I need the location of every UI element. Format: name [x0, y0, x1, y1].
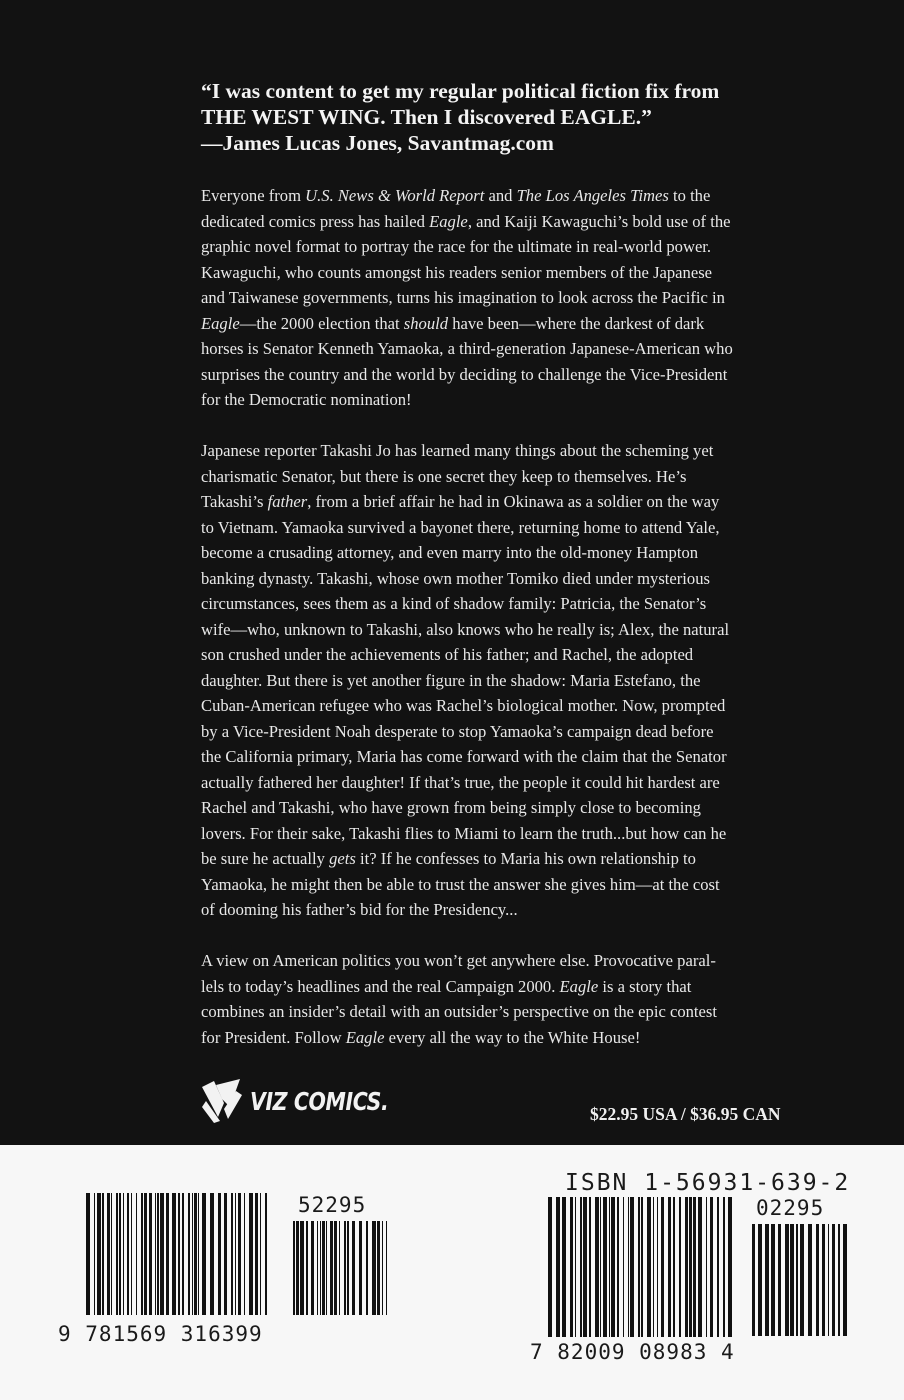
barcode-bar	[609, 1197, 610, 1337]
barcode-bar	[679, 1197, 681, 1337]
text-line	[201, 668, 821, 694]
text-run: and Taiwanese governments, turns his imagination to look across the Pacific in	[201, 288, 725, 307]
text-line	[201, 693, 821, 719]
barcode-bar	[149, 1193, 152, 1315]
barcode-bar	[556, 1197, 560, 1337]
barcode-bar	[668, 1197, 671, 1337]
barcode-bar	[548, 1197, 552, 1337]
barcode-bar	[765, 1224, 769, 1336]
text-run: Japanese reporter Takashi Jo has learned many things about the scheming yet	[201, 441, 714, 460]
barcode-bar	[595, 1197, 599, 1337]
text-line	[201, 821, 821, 847]
barcode-bar	[166, 1193, 169, 1315]
barcode-bar	[192, 1193, 193, 1315]
barcode-bar	[570, 1197, 573, 1337]
barcode-bar	[562, 1197, 566, 1337]
barcode-bar	[638, 1197, 640, 1337]
text-run: Kawaguchi, who counts amongst his readers senior members of the Japanese	[201, 262, 713, 282]
barcode-bar	[710, 1197, 713, 1337]
barcode-bar	[583, 1197, 587, 1337]
barcode-right-digits: 7 82009 08983 4	[530, 1340, 735, 1364]
barcode-bar	[265, 1193, 267, 1315]
text-run: —the 2000 election that	[239, 313, 404, 333]
barcode-bar	[260, 1193, 261, 1315]
barcode-bar	[843, 1224, 847, 1336]
barcode-bar	[157, 1193, 159, 1315]
barcode-bar	[320, 1221, 321, 1315]
text-line	[201, 795, 821, 821]
barcode-bar	[617, 1197, 619, 1337]
text-line	[201, 846, 821, 872]
barcode-bar	[832, 1224, 835, 1336]
barcode-bar	[127, 1193, 129, 1315]
barcode-bar	[828, 1224, 829, 1336]
barcode-bar	[352, 1221, 355, 1315]
barcode-bar	[647, 1197, 651, 1337]
barcode-bar	[339, 1221, 340, 1315]
text-run: for President. Follow	[201, 1027, 346, 1047]
text-run: circumstances, sees them as a kind of shadow family: Patricia, the Senator’s	[201, 594, 707, 613]
text-run: , from a brief affair he had in Okinawa as a soldier on the way	[307, 492, 720, 511]
italic-title: gets	[329, 849, 356, 868]
barcode-bar	[102, 1193, 104, 1315]
text-line	[201, 999, 821, 1025]
text-line	[201, 362, 821, 388]
text-run: lels to today’s headlines and the real Campaign 2000.	[201, 976, 560, 996]
text-run: become a crusading attorney, and even marry into the old-money Hampton	[201, 543, 699, 562]
italic-title: Eagle	[345, 1027, 385, 1047]
barcode-bar	[306, 1221, 308, 1315]
barcode-bar	[188, 1193, 190, 1315]
publisher-name: VIZ COMICS.	[250, 1086, 389, 1116]
text-run: it? If he confesses to Maria his own relationship to	[355, 849, 696, 868]
text-run: of dooming his father’s bid for the Presidency...	[201, 900, 518, 919]
barcode-bar	[238, 1193, 241, 1315]
barcode-bar	[224, 1193, 227, 1315]
text-run: graphic novel format to portray the race for the ultimate in real-world power.	[201, 237, 712, 256]
barcode-bar	[641, 1197, 643, 1337]
text-line	[201, 974, 821, 1000]
synopsis-paragraph-3	[201, 948, 821, 1050]
text-run: charismatic Senator, but there is one secret they keep to themselves. He’s	[201, 466, 687, 486]
italic-title: The Los Angeles Times	[516, 186, 669, 205]
barcode-left-addon-digits: 52295	[298, 1193, 367, 1217]
text-line	[201, 642, 821, 668]
text-line	[201, 464, 821, 490]
quote-attribution: —James Lucas Jones, Savantmag.com	[201, 131, 554, 155]
text-line	[201, 617, 821, 643]
barcode-bar	[698, 1197, 702, 1337]
text-run: wife—who, unknown to Takashi, also knows who he really is; Alex, the natural	[201, 619, 730, 639]
italic-title: Eagle	[201, 313, 240, 333]
barcode-bar	[723, 1197, 725, 1337]
barcode-bar	[758, 1224, 762, 1336]
barcode-bar	[603, 1197, 607, 1337]
barcode-bar	[141, 1193, 143, 1315]
barcode-bar	[800, 1224, 804, 1336]
text-line	[201, 438, 821, 464]
barcode-bar	[330, 1221, 333, 1315]
barcode-bar	[172, 1193, 176, 1315]
barcode-bar	[693, 1197, 696, 1337]
barcode-bar	[580, 1197, 582, 1337]
barcode-bar	[366, 1221, 368, 1315]
text-run: the California primary, Maria has come forward with the claim that the Senator	[201, 747, 727, 766]
text-run: lovers. For their sake, Takashi flies to Miami to learn the truth...but how can he	[201, 823, 727, 843]
barcode-right-addon	[752, 1224, 848, 1336]
barcode-bar	[119, 1193, 121, 1315]
barcode-bar	[728, 1197, 732, 1337]
text-run: horses is Senator Kenneth Yamaoka, a third-generation Japanese-American who	[201, 339, 733, 358]
synopsis-paragraph-1	[201, 183, 821, 413]
text-line	[201, 948, 821, 974]
barcode-bar	[97, 1193, 101, 1315]
text-line	[201, 744, 821, 770]
text-run: by a Vice-President Noah desperate to stop Yamaoka’s campaign dead before	[201, 721, 714, 741]
barcode-bar	[326, 1221, 327, 1315]
text-run: have been—where the darkest of dark	[448, 313, 705, 333]
text-run: dedicated comics press has hailed	[201, 211, 430, 231]
text-run: actually fathered her daughter! If that’s true, the people it could hit hardest are	[201, 772, 720, 792]
barcode-bar	[623, 1197, 624, 1337]
barcode-bar	[293, 1221, 295, 1315]
barcode-bar	[386, 1221, 387, 1315]
text-line	[201, 234, 821, 260]
text-run: daughter. But there is yet another figure in the shadow: Maria Estefano, the	[201, 670, 701, 690]
barcode-bar	[155, 1193, 156, 1315]
barcode-bar	[372, 1221, 376, 1315]
italic-title: should	[403, 313, 449, 333]
barcode-bar	[785, 1224, 789, 1336]
barcode-bar	[657, 1197, 658, 1337]
barcode-bar	[347, 1221, 349, 1315]
italic-title: Eagle	[429, 211, 468, 231]
barcode-bar	[838, 1224, 840, 1336]
barcode-bar	[752, 1224, 755, 1336]
text-line	[201, 285, 821, 311]
barcode-right	[548, 1197, 734, 1337]
barcode-bar	[808, 1224, 812, 1336]
barcode-bar	[244, 1193, 245, 1315]
text-line	[201, 872, 821, 898]
barcode-bar	[778, 1224, 781, 1336]
barcode-bar	[673, 1197, 675, 1337]
synopsis-paragraph-2	[201, 438, 821, 923]
barcode-bar	[796, 1224, 798, 1336]
barcode-bar	[377, 1221, 380, 1315]
barcode-bar	[685, 1197, 688, 1337]
text-line	[201, 770, 821, 796]
quote-line: THE WEST WING. Then I discovered EAGLE.”	[201, 105, 652, 129]
barcode-bar	[382, 1221, 383, 1315]
text-run: every all the way to the White House!	[384, 1027, 641, 1047]
barcode-bar	[771, 1224, 775, 1336]
text-run: Everyone from	[201, 186, 306, 205]
barcode-bar	[311, 1221, 314, 1315]
barcode-bar	[160, 1193, 164, 1315]
barcode-bar	[653, 1197, 654, 1337]
text-line	[201, 183, 821, 209]
italic-title: Eagle	[559, 976, 599, 996]
text-line	[201, 336, 821, 362]
barcode-bar	[611, 1197, 615, 1337]
barcode-bar	[717, 1197, 719, 1337]
text-line	[201, 591, 821, 617]
barcode-bar	[218, 1193, 221, 1315]
text-line	[201, 260, 821, 286]
barcode-bar	[210, 1193, 214, 1315]
barcode-bar	[816, 1224, 819, 1336]
text-run: Takashi’s	[201, 492, 268, 511]
barcode-bar	[628, 1197, 629, 1337]
barcode-bar	[317, 1221, 318, 1315]
barcode-bar	[790, 1224, 794, 1336]
price: $22.95 USA / $36.95 CAN	[590, 1104, 781, 1124]
barcode-bar	[822, 1224, 825, 1336]
barcode-bar	[144, 1193, 147, 1315]
barcode-bar	[575, 1197, 576, 1337]
barcode-bar	[344, 1221, 346, 1315]
text-run: for the Democratic nomination!	[201, 390, 412, 409]
text-run: banking dynasty. Takashi, whose own mother Tomiko died under mysterious	[201, 568, 710, 588]
text-run: A view on American politics you won’t get anywhere else. Provocative paral-	[201, 951, 716, 970]
barcode-bar	[600, 1197, 601, 1337]
text-line	[201, 311, 821, 337]
text-line	[201, 540, 821, 566]
barcode-left-digits: 9 781569 316399	[58, 1322, 263, 1346]
barcode-bar	[689, 1197, 692, 1337]
barcode-bar	[249, 1193, 253, 1315]
barcode-bar	[255, 1193, 258, 1315]
text-line	[201, 566, 821, 592]
barcode-bar	[107, 1193, 110, 1315]
barcode-bar	[111, 1193, 112, 1315]
barcode-bar	[706, 1197, 707, 1337]
text-run: son crushed under the achievements of his father; and Rachel, the adopted	[201, 645, 694, 664]
italic-title: U.S. News & World Report	[305, 186, 485, 205]
barcode-bar	[661, 1197, 664, 1337]
barcode-bar	[589, 1197, 591, 1337]
barcode-left-addon	[293, 1221, 387, 1315]
barcode-bar	[178, 1193, 180, 1315]
text-line	[201, 1025, 821, 1051]
italic-title: father	[267, 492, 308, 511]
text-run: Yamaoka, he might then be able to trust the answer she gives him—at the cost	[201, 874, 720, 894]
barcode-left	[86, 1193, 268, 1315]
barcode-bar	[182, 1193, 184, 1315]
barcode-bar	[630, 1197, 634, 1337]
barcode-bar	[116, 1193, 118, 1315]
text-run: and	[484, 186, 517, 205]
text-run: , and Kaiji Kawaguchi’s bold use of the	[467, 211, 731, 231]
viz-logo-icon	[200, 1077, 244, 1125]
barcode-bar	[194, 1193, 197, 1315]
text-line	[201, 387, 821, 413]
text-line	[201, 515, 821, 541]
pull-quote	[201, 78, 821, 156]
text-run: to the	[668, 186, 711, 205]
text-run: Cuban-American refugee who was Rachel’s biological mother. Now, prompted	[201, 696, 726, 715]
text-run: is a story that	[598, 976, 692, 996]
text-line	[201, 209, 821, 235]
barcode-bar	[202, 1193, 206, 1315]
barcode-bar	[231, 1193, 233, 1315]
text-run: to Vietnam. Yamaoka survived a bayonet there, returning home to attend Yale,	[201, 517, 720, 537]
text-run: surprises the country and the world by deciding to challenge the Vice-President	[201, 364, 728, 384]
synopsis	[201, 183, 821, 1050]
text-line	[201, 719, 821, 745]
barcode-bar	[131, 1193, 132, 1315]
isbn: ISBN 1-56931-639-2	[565, 1170, 851, 1196]
publisher-logo	[200, 1075, 419, 1127]
barcode-bar	[334, 1221, 337, 1315]
barcode-bar	[322, 1221, 325, 1315]
barcode-bar	[136, 1193, 137, 1315]
barcode-bar	[198, 1193, 199, 1315]
barcode-bar	[94, 1193, 95, 1315]
text-run: be sure he actually	[201, 849, 330, 868]
text-line	[201, 489, 821, 515]
barcode-bar	[300, 1221, 304, 1315]
barcode-bar	[86, 1193, 90, 1315]
text-run: combines an insider’s detail with an outsider’s perspective on the epic contest	[201, 1002, 717, 1021]
barcode-bar	[359, 1221, 362, 1315]
barcode-bar	[235, 1193, 236, 1315]
text-line	[201, 897, 821, 923]
barcode-bar	[123, 1193, 124, 1315]
text-run: Rachel and Takashi, who have grown from being simply close to becoming	[201, 798, 701, 817]
quote-line: “I was content to get my regular political fiction fix from	[201, 79, 720, 103]
barcode-right-addon-digits: 02295	[756, 1196, 825, 1220]
barcode-bar	[296, 1221, 299, 1315]
